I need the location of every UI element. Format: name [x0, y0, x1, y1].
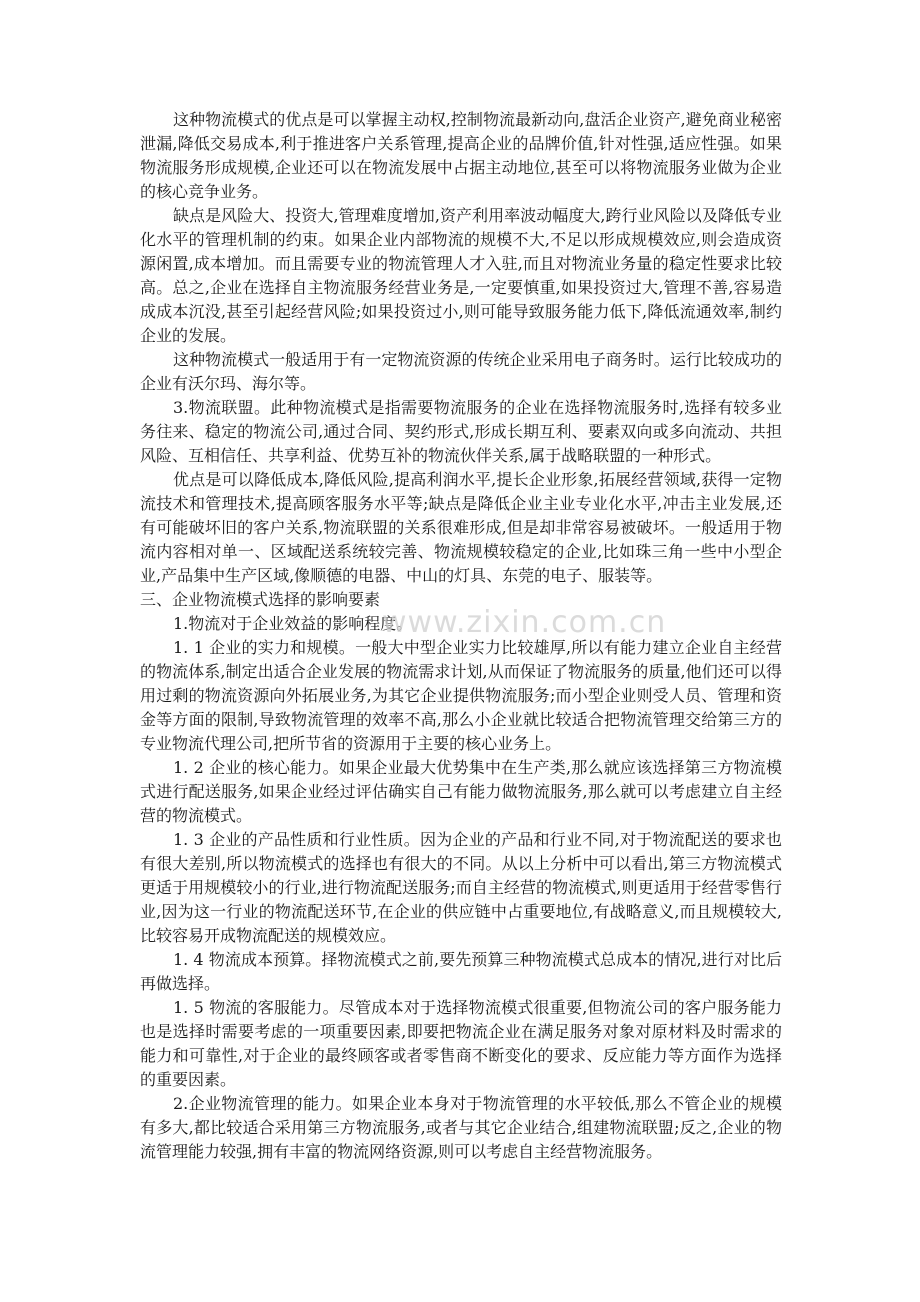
paragraph-factor-1-3: 1. 3 企业的产品性质和行业性质。因为企业的产品和行业不同,对于物流配送的要求也有很大差别,所以物流模式的选择也有很大的不同。从以上分析中可以看出,第三方物流模式更适于用规模较小的行业,进行物流配送服务;而自主经营的物流模式,则更适用于经营零售行业,因为这一行业的物流配送环节,在企业的供应链中占重要地位,有战略意义,而且规模较大,比较容易开成物流配送的规模效应。 [140, 830, 782, 945]
paragraph-advantages-self-operated: 这种物流模式的优点是可以掌握主动权,控制物流最新动向,盘活企业资产,避免商业秘密泄漏,降低交易成本,利于推进客户关系管理,提高企业的品牌价值,针对性强,适应性强。如果物流服务形成规模,企业还可以在物流发展中占据主动地位,甚至可以将物流服务业做为企业的核心竞争业务。 [140, 110, 782, 201]
paragraph-logistics-alliance: 3.物流联盟。此种物流模式是指需要物流服务的企业在选择物流服务时,选择有较多业务往来、稳定的物流公司,通过合同、契约形式,形成长期互利、要素双向或多向流动、共担风险、互相信任、共享利益、优势互补的物流伙伴关系,属于战略联盟的一种形式。 [140, 398, 782, 465]
paragraph-factor-2: 2.企业物流管理的能力。如果企业本身对于物流管理的水平较低,那么不管企业的规模有多大,都比较适合采用第三方物流服务,或者与其它企业结合,组建物流联盟;反之,企业的物流管理能力较强,拥有丰富的物流网络资源,则可以考虑自主经营物流服务。 [140, 1094, 782, 1161]
paragraph-factor-1-4: 1. 4 物流成本预算。择物流模式之前,要先预算三种物流模式总成本的情况,进行对比后再做选择。 [140, 950, 782, 993]
section-heading-influencing-factors: 三、企业物流模式选择的影响要素 [140, 590, 381, 609]
document-page [140, 108, 782, 1164]
paragraph-factor-1-5: 1. 5 物流的客服能力。尽管成本对于选择物流模式很重要,但物流公司的客户服务能力也是选择时需要考虑的一项重要因素,即要把物流企业在满足服务对象对原材料及时需求的能力和可靠性,对于企业的最终顾客或者零售商不断变化的要求、反应能力等方面作为选择的重要因素。 [140, 998, 782, 1089]
paragraph-factor-1-1: 1. 1 企业的实力和规模。一般大中型企业实力比较雄厚,所以有能力建立企业自主经营的物流体系,制定出适合企业发展的物流需求计划,从而保证了物流服务的质量,他们还可以得用过剩的物流资源向外拓展业务,为其它企业提供物流服务;而小型企业则受人员、管理和资金等方面的限制,导致物流管理的效率不高,那么小企业就比较适合把物流管理交给第三方的专业物流代理公司,把所节省的资源用于主要的核心业务上。 [140, 638, 782, 753]
paragraph-disadvantages-self-operated: 缺点是风险大、投资大,管理难度增加,资产利用率波动幅度大,跨行业风险以及降低专业化水平的管理机制的约束。如果企业内部物流的规模不大,不足以形成规模效应,则会造成资源闲置,成本增加。而且需要专业的物流管理人才入驻,而且对物流业务量的稳定性要求比较高。总之,企业在选择自主物流服务经营业务是,一定要慎重,如果投资过大,管理不善,容易造成成本沉没,甚至引起经营风险;如果投资过小,则可能导致服务能力低下,降低流通效率,制约企业的发展。 [140, 206, 782, 345]
paragraph-alliance-pros-cons: 优点是可以降低成本,降低风险,提高利润水平,提长企业形象,拓展经营领域,获得一定物流技术和管理技术,提高顾客服务水平等;缺点是降低企业主业专业化水平,冲击主业发展,还有可能破坏旧的客户关系,物流联盟的关系很难形成,但是却非常容易被破坏。一般适用于物流内容相对单一、区域配送系统较完善、物流规模较稳定的企业,比如珠三角一些中小型企业,产品集中生产区域,像顺德的电器、中山的灯具、东莞的电子、服装等。 [140, 470, 782, 585]
paragraph-factor-1-2: 1. 2 企业的核心能力。如果企业最大优势集中在生产类,那么就应该选择第三方物流模式进行配送服务,如果企业经过评估确实自己有能力做物流服务,那么就可以考虑建立自主经营的物流模式。 [140, 758, 782, 825]
watermark: www.zixin.com.cn [382, 605, 667, 640]
paragraph-applicability-self-operated: 这种物流模式一般适用于有一定物流资源的传统企业采用电子商务时。运行比较成功的企业有沃尔玛、海尔等。 [140, 350, 782, 393]
paragraph-factor-1: 1.物流对于企业效益的影响程度。 [173, 614, 413, 633]
